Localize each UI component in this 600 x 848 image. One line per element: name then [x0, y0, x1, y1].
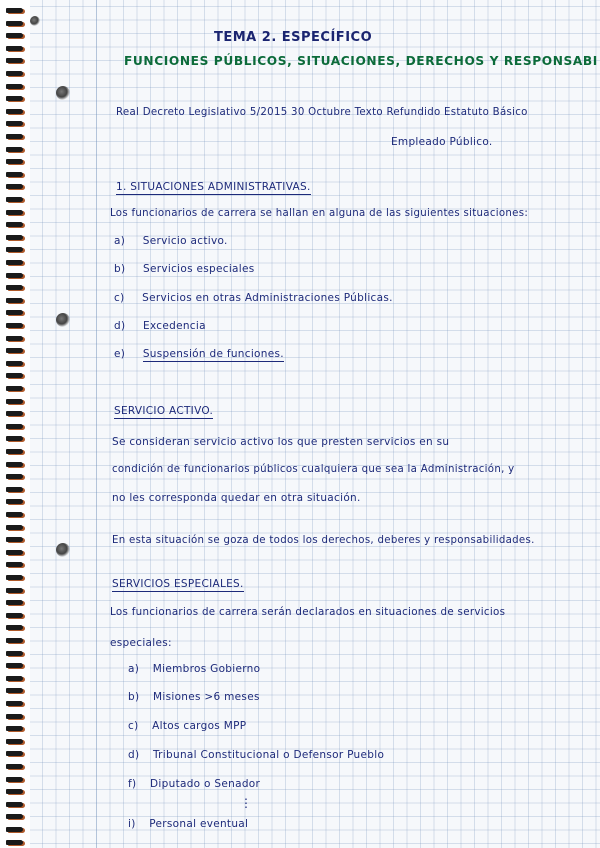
spiral-coil	[6, 562, 23, 567]
spiral-coil	[6, 575, 23, 580]
list-item	[128, 818, 248, 830]
list-item-text: Diputado o Senador	[150, 778, 261, 790]
spiral-coil	[6, 474, 23, 479]
spiral-coil	[6, 827, 23, 832]
list-item-text: Excedencia	[143, 320, 206, 332]
spiral-coil	[6, 46, 23, 51]
spiral-coil	[6, 71, 23, 76]
list-item	[128, 778, 260, 790]
spiral-coil	[6, 676, 23, 681]
spiral-coil	[6, 235, 23, 240]
list-item	[114, 263, 255, 275]
spiral-coil	[6, 96, 23, 101]
spiral-coil	[6, 424, 23, 429]
spiral-coil	[6, 789, 23, 794]
list-item-text: Servicio activo.	[142, 235, 228, 247]
list-item	[114, 292, 393, 304]
spiral-coil	[6, 310, 23, 315]
spiral-coil	[6, 739, 23, 744]
spiral-coil	[6, 436, 23, 441]
list-item-letter: i)	[128, 818, 136, 830]
list-item-text: Miembros Gobierno	[152, 663, 261, 675]
spiral-coil	[6, 462, 23, 467]
spiral-coil	[6, 550, 23, 555]
list-item-letter: e)	[114, 348, 126, 360]
spiral-coil	[6, 121, 23, 126]
list-item	[114, 235, 228, 247]
list-item-letter: f)	[128, 778, 137, 790]
paragraph-line: condición de funcionarios públicos cualquiera que sea la Administración, y	[112, 464, 515, 475]
spiral-coil	[6, 525, 23, 530]
spiral-coil	[6, 714, 23, 719]
spiral-coil	[6, 726, 23, 731]
punch-hole	[30, 16, 40, 26]
list-item	[128, 749, 384, 761]
punch-hole	[56, 543, 70, 557]
paragraph-line: Los funcionarios de carrera serán declarados en situaciones de servicios	[110, 606, 506, 618]
list-item-letter: b)	[114, 263, 126, 275]
spiral-binding	[0, 0, 30, 848]
spiral-coil	[6, 512, 23, 517]
spiral-coil	[6, 638, 23, 643]
list-item-text: Tribunal Constitucional o Defensor Pueblo	[153, 749, 385, 761]
spiral-coil	[6, 663, 23, 668]
spiral-coil	[6, 537, 23, 542]
list-item-text: Altos cargos MPP	[152, 720, 247, 732]
spiral-coil	[6, 323, 23, 328]
list-item-text: Suspensión de funciones.	[142, 348, 284, 360]
list-item-text: Servicios en otras Administraciones Públicas.	[142, 292, 393, 304]
spiral-coil	[6, 134, 23, 139]
list-item-letter: b)	[128, 691, 140, 703]
punch-hole	[56, 86, 70, 100]
paragraph-line: Se consideran servicio activo los que presten servicios en su	[112, 436, 450, 448]
spiral-coil	[6, 147, 23, 152]
spiral-coil	[6, 336, 23, 341]
spiral-coil	[6, 777, 23, 782]
list-item-text: Personal eventual	[149, 818, 249, 830]
margin-line	[96, 0, 97, 848]
punch-hole	[56, 313, 70, 327]
spiral-coil	[6, 613, 23, 618]
spiral-coil	[6, 21, 23, 26]
section-heading-text: SERVICIO ACTIVO.	[114, 405, 214, 417]
spiral-coil	[6, 184, 23, 189]
spiral-coil	[6, 802, 23, 807]
spiral-coil	[6, 399, 23, 404]
list-item	[114, 320, 206, 332]
spiral-coil	[6, 361, 23, 366]
spiral-coil	[6, 625, 23, 630]
spiral-coil	[6, 172, 23, 177]
spiral-coil	[6, 386, 23, 391]
list-item-letter: c)	[114, 292, 125, 304]
paragraph-line: En esta situación se goza de todos los derechos, deberes y responsabilidades.	[112, 535, 535, 546]
spiral-coil	[6, 210, 23, 215]
list-item-text: Servicios especiales	[143, 263, 255, 275]
paragraph-line: no les corresponda quedar en otra situación.	[112, 492, 361, 504]
section-heading-text: 1. SITUACIONES ADMINISTRATIVAS.	[116, 181, 311, 193]
spiral-coil	[6, 840, 23, 845]
spiral-coil	[6, 58, 23, 63]
section-heading-servicios-especiales	[112, 578, 244, 590]
source-line-2: Empleado Público.	[391, 136, 493, 148]
spiral-coil	[6, 222, 23, 227]
section-heading-text: SERVICIOS ESPECIALES.	[112, 578, 244, 590]
spiral-coil	[6, 348, 23, 353]
section-heading-situaciones	[116, 181, 311, 193]
list-item	[128, 663, 260, 675]
list-item-letter: a)	[114, 235, 126, 247]
spiral-coil	[6, 651, 23, 656]
spiral-coil	[6, 449, 23, 454]
page-title: TEMA 2. ESPECÍFICO	[214, 30, 373, 45]
spiral-coil	[6, 373, 23, 378]
list-item-text: Misiones >6 meses	[153, 691, 260, 703]
spiral-coil	[6, 298, 23, 303]
source-line-1: Real Decreto Legislativo 5/2015 30 Octubre Texto Refundido Estatuto Básico	[116, 107, 528, 118]
spiral-coil	[6, 600, 23, 605]
list-item-letter: d)	[128, 749, 140, 761]
spiral-coil	[6, 260, 23, 265]
spiral-coil	[6, 588, 23, 593]
spiral-coil	[6, 688, 23, 693]
spiral-coil	[6, 247, 23, 252]
list-item	[128, 691, 260, 703]
spiral-coil	[6, 84, 23, 89]
ellipsis-mark: ⋮	[240, 796, 253, 810]
spiral-coil	[6, 701, 23, 706]
section-intro: Los funcionarios de carrera se hallan en alguna de las siguientes situaciones:	[110, 208, 529, 219]
spiral-coil	[6, 814, 23, 819]
spiral-coil	[6, 764, 23, 769]
spiral-coil	[6, 411, 23, 416]
spiral-coil	[6, 197, 23, 202]
page-subtitle: FUNCIONES PÚBLICOS, SITUACIONES, DERECHOS Y RESPONSABI	[124, 54, 598, 68]
spiral-coil	[6, 33, 23, 38]
section-heading-servicio-activo	[114, 405, 213, 417]
spiral-coil	[6, 273, 23, 278]
list-item-letter: c)	[128, 720, 139, 732]
spiral-coil	[6, 159, 23, 164]
list-item	[114, 348, 284, 360]
spiral-coil	[6, 109, 23, 114]
spiral-coil	[6, 8, 23, 13]
list-item	[128, 720, 246, 732]
spiral-coil	[6, 487, 23, 492]
paragraph-line: especiales:	[110, 637, 172, 649]
list-item-letter: a)	[128, 663, 140, 675]
spiral-coil	[6, 751, 23, 756]
spiral-coil	[6, 499, 23, 504]
spiral-coil	[6, 285, 23, 290]
list-item-letter: d)	[114, 320, 126, 332]
